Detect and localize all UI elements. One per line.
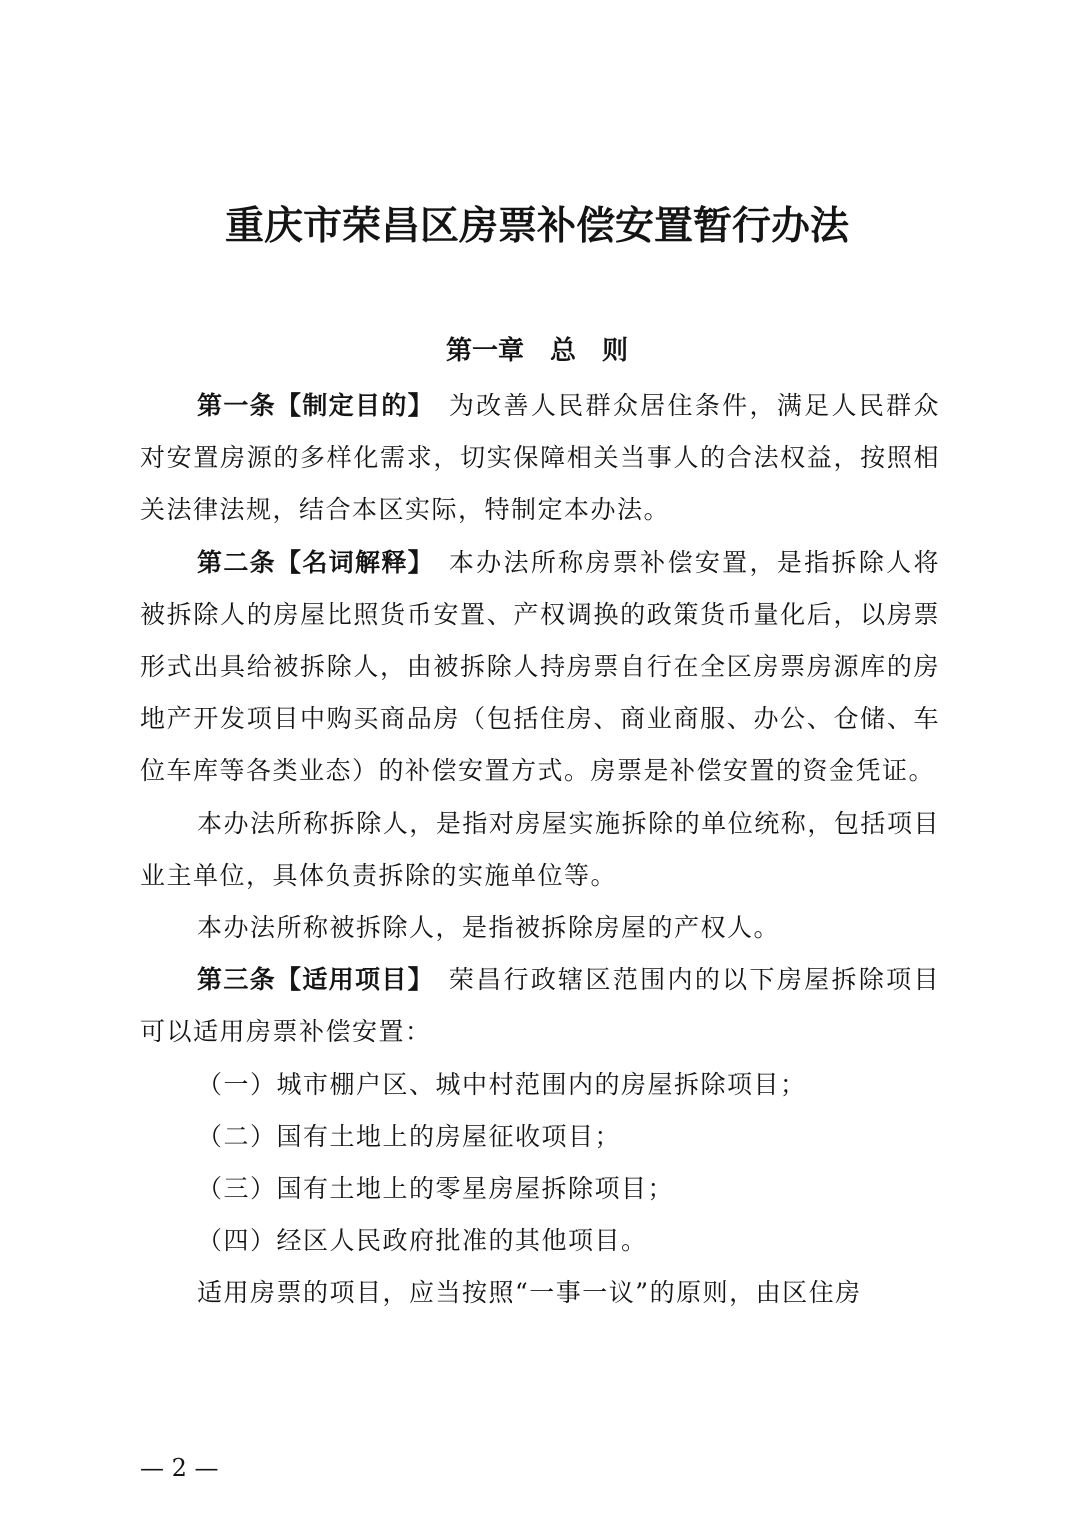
article-paragraph [140,954,940,1058]
article-text: 荣昌行政辖区范围内的以下房屋拆除项目可以适用房票补偿安置： [140,965,940,1047]
article-paragraph [140,798,940,902]
article-text: 本办法所称拆除人，是指对房屋实施拆除的单位统称，包括项目业主单位，具体负责拆除的实施单位等。 [140,808,940,890]
article-paragraph [140,1267,940,1319]
article-heading: 第一条【制定目的】 [197,391,422,420]
list-item [140,1111,940,1163]
article-text: 本办法所称被拆除人，是指被拆除房屋的产权人。 [197,913,781,943]
article-heading: 第二条【名词解释】 [197,547,422,577]
document-body [140,380,940,1320]
article-text: （四）经区人民政府批准的其他项目。 [197,1226,648,1256]
article-text: 适用房票的项目，应当按照“一事一议”的原则，由区住房 [197,1278,862,1308]
article-heading: 第三条【适用项目】 [197,965,422,995]
article-text: 为改善人民群众居住条件，满足人民群众对安置房源的多样化需求，切实保障相关当事人的合法权益，按照相关法律法规，结合本区实际，特制定本办法。 [140,391,940,525]
list-item [140,1163,940,1215]
article-paragraph [140,537,940,798]
document-title: 重庆市荣昌区房票补偿安置暂行办法 [224,203,849,249]
article-text: 本办法所称房票补偿安置，是指拆除人将被拆除人的房屋比照货币安置、产权调换的政策货币量化后，以房票形式出具给被拆除人，由被拆除人持房票自行在全区房票房源库的房地产开发项目中购买商品房（包括住房、商业商服、办公、仓储、车位车库等各类业态）的补偿安置方式。房票是补偿安置的资金凭证。 [140,547,940,786]
article-text: （二）国有土地上的房屋征收项目； [197,1121,622,1151]
page-number: — 2 — [140,1454,219,1482]
list-item [140,1215,940,1267]
chapter-heading: 第一章 总 则 [445,336,628,366]
article-text: （一）城市棚户区、城中村范围内的房屋拆除项目； [197,1069,807,1099]
article-text: （三）国有土地上的零星房屋拆除项目； [197,1174,675,1204]
article-paragraph [140,380,940,537]
list-item [140,1059,940,1111]
article-paragraph [140,902,940,954]
